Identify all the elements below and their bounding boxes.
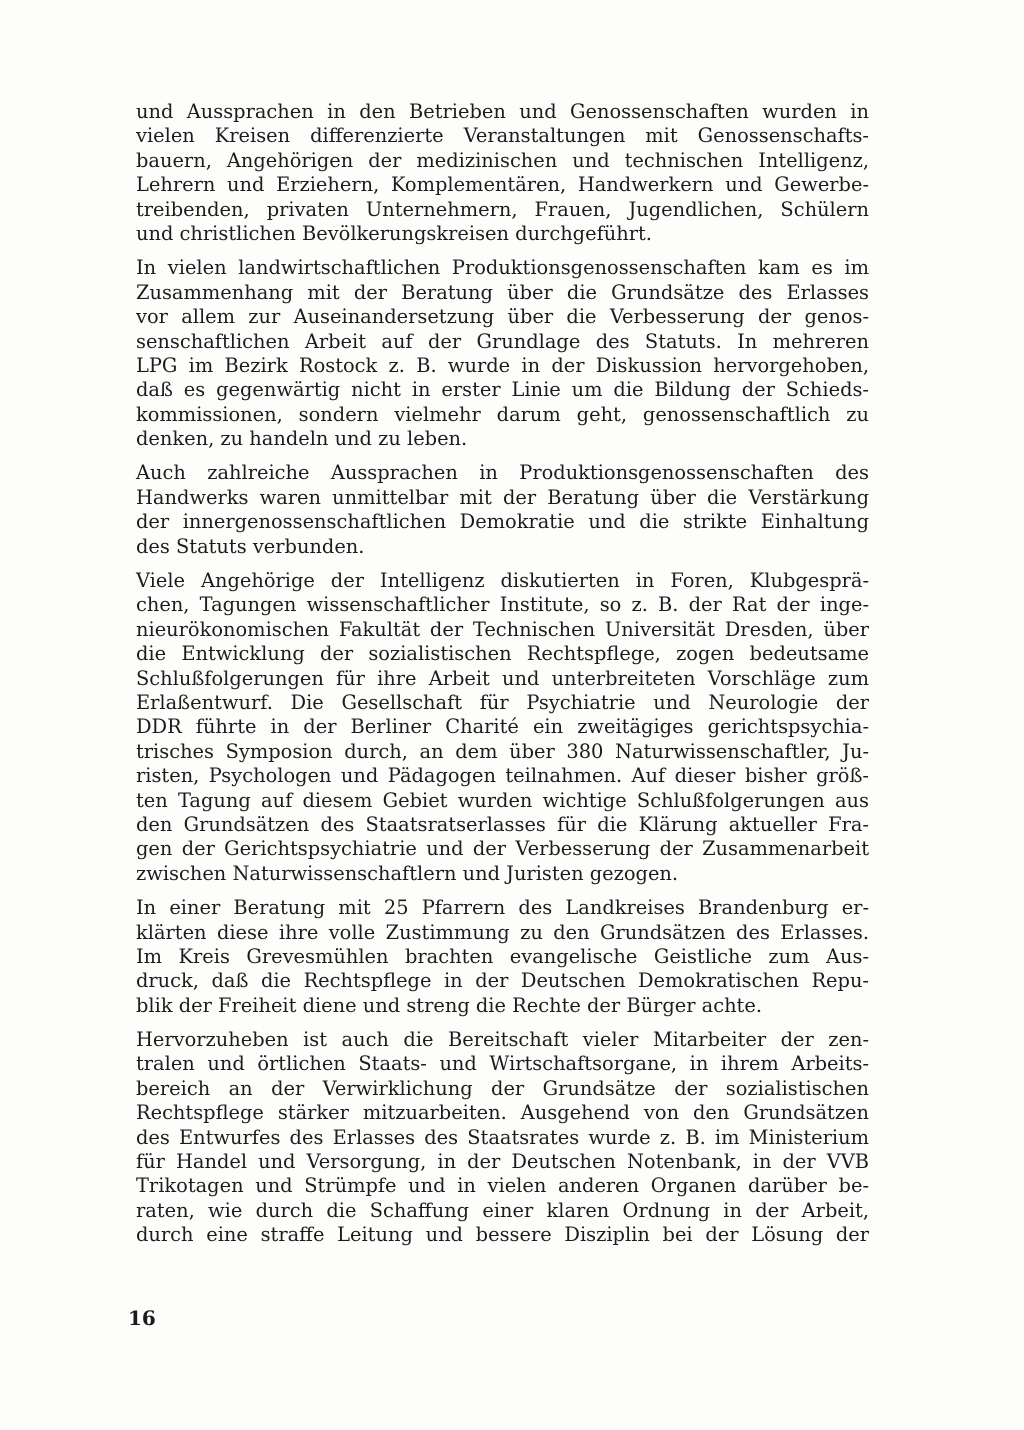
text-line: Rechtspflege stärker mitzuarbeiten. Ausgehend von den Grundsätzen: [136, 1101, 869, 1125]
text-line: treibenden, privaten Unternehmern, Frauen, Jugendlichen, Schülern: [136, 197, 869, 221]
text-line: kommissionen, sondern vielmehr darum geht, genossenschaftlich zu: [136, 402, 869, 426]
paragraph-6: [136, 1028, 869, 1248]
text-line: durch eine straffe Leitung und bessere Disziplin bei der Lösung der: [136, 1223, 869, 1247]
text-line: DDR führte in der Berliner Charité ein zweitägiges gerichtspsychia-: [136, 715, 869, 739]
text-line: Zusammenhang mit der Beratung über die Grundsätze des Erlasses: [136, 280, 869, 304]
text-line: Erlaßentwurf. Die Gesellschaft für Psychiatrie und Neurologie der: [136, 690, 869, 714]
text-line: blik der Freiheit diene und streng die Rechte der Bürger achte.: [136, 993, 762, 1017]
text-line: die Entwicklung der sozialistischen Rechtspflege, zogen bedeutsame: [136, 642, 869, 666]
text-line: gen der Gerichtspsychiatrie und der Verbesserung der Zusammenarbeit: [136, 837, 869, 861]
text-line: vielen Kreisen differenzierte Veranstaltungen mit Genossenschafts-: [136, 124, 869, 148]
paragraph-3: [136, 461, 869, 559]
text-line: Im Kreis Grevesmühlen brachten evangelische Geistliche zum Aus-: [136, 944, 869, 968]
paragraph-4: [136, 569, 869, 886]
body-text: [136, 100, 869, 1258]
text-line: druck, daß die Rechtspflege in der Deutschen Demokratischen Repu-: [136, 969, 869, 993]
text-line: LPG im Bezirk Rostock z. B. wurde in der Diskussion hervorgehoben,: [136, 353, 869, 377]
text-line: den Grundsätzen des Staatsratserlasses für die Klärung aktueller Fra-: [136, 812, 869, 836]
text-line: und christlichen Bevölkerungskreisen durchgeführt.: [136, 221, 652, 245]
text-line: raten, wie durch die Schaffung einer klaren Ordnung in der Arbeit,: [136, 1198, 869, 1222]
text-line: ten Tagung auf diesem Gebiet wurden wichtige Schlußfolgerungen aus: [136, 788, 869, 812]
text-line: Viele Angehörige der Intelligenz diskutierten in Foren, Klubgesprä-: [136, 569, 869, 593]
text-line: denken, zu handeln und zu leben.: [136, 427, 468, 451]
text-line: bauern, Angehörigen der medizinischen und technischen Intelligenz,: [136, 148, 869, 172]
text-line: In einer Beratung mit 25 Pfarrern des Landkreises Brandenburg er-: [136, 896, 869, 920]
text-line: chen, Tagungen wissenschaftlicher Institute, so z. B. der Rat der inge-: [136, 593, 869, 617]
text-line: Schlußfolgerungen für ihre Arbeit und unterbreiteten Vorschläge zum: [136, 666, 869, 690]
paragraph-5: [136, 896, 869, 1018]
page-number: 16: [128, 1306, 156, 1330]
text-line: senschaftlichen Arbeit auf der Grundlage des Statuts. In mehreren: [136, 329, 869, 353]
text-line: Auch zahlreiche Aussprachen in Produktionsgenossenschaften des: [136, 461, 869, 485]
text-line: bereich an der Verwirklichung der Grundsätze der sozialistischen: [136, 1076, 869, 1100]
text-line: zwischen Naturwissenschaftlern und Juristen gezogen.: [136, 861, 679, 885]
text-line: Hervorzuheben ist auch die Bereitschaft vieler Mitarbeiter der zen-: [136, 1028, 869, 1052]
text-line: Lehrern und Erziehern, Komplementären, Handwerkern und Gewerbe-: [136, 173, 869, 197]
text-line: risten, Psychologen und Pädagogen teilnahmen. Auf dieser bisher größ-: [136, 764, 869, 788]
text-line: daß es gegenwärtig nicht in erster Linie um die Bildung der Schieds-: [136, 378, 869, 402]
paragraph-2: [136, 256, 869, 451]
text-line: In vielen landwirtschaftlichen Produktionsgenossenschaften kam es im: [136, 256, 869, 280]
paragraph-1: [136, 100, 869, 246]
text-line: und Aussprachen in den Betrieben und Genossenschaften wurden in: [136, 100, 869, 123]
text-line: nieurökonomischen Fakultät der Technischen Universität Dresden, über: [136, 617, 869, 641]
text-line: des Entwurfes des Erlasses des Staatsrates wurde z. B. im Ministerium: [136, 1125, 869, 1149]
text-line: für Handel und Versorgung, in der Deutschen Notenbank, in der VVB: [136, 1150, 869, 1174]
text-line: Trikotagen und Strümpfe und in vielen anderen Organen darüber be-: [136, 1174, 869, 1198]
text-line: klärten diese ihre volle Zustimmung zu den Grundsätzen des Erlasses.: [136, 920, 869, 944]
text-line: tralen und örtlichen Staats- und Wirtschaftsorgane, in ihrem Arbeits-: [136, 1052, 869, 1076]
text-line: Handwerks waren unmittelbar mit der Beratung über die Verstärkung: [136, 485, 869, 509]
text-line: der innergenossenschaftlichen Demokratie und die strikte Einhaltung: [136, 510, 869, 534]
text-line: trisches Symposion durch, an dem über 380 Naturwissenschaftler, Ju-: [136, 739, 869, 763]
text-line: vor allem zur Auseinandersetzung über die Verbesserung der genos-: [136, 305, 869, 329]
text-line: des Statuts verbunden.: [136, 534, 365, 558]
